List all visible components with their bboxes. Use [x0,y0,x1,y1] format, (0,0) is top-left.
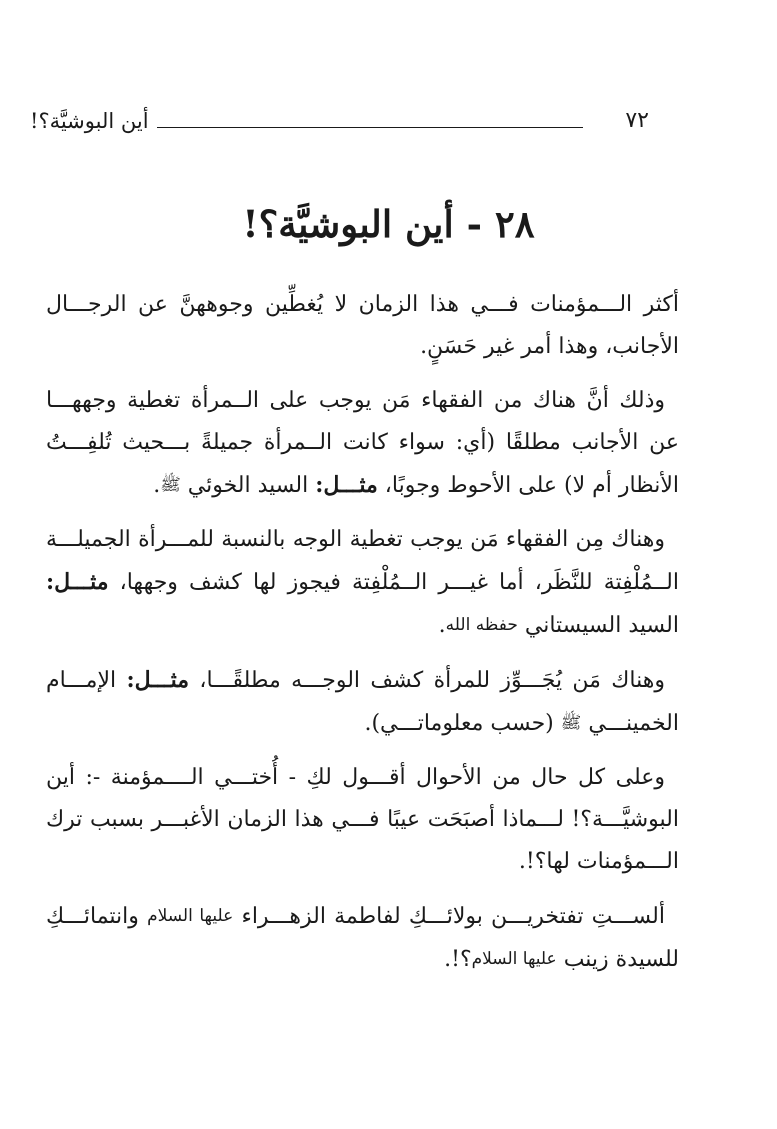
paragraph-3-example-label: مثـــل: [46,569,109,595]
paragraph-4 [46,659,679,745]
header-rule [157,127,584,128]
honorific-icon: عليها السلام [471,949,557,969]
paragraph-3 [46,519,679,647]
paragraph-4-scholar: الإمـــام الخمينـــي [46,668,679,736]
paragraph-6-text: ألســـتِ تفتخريـــن بولائـــكِ لفاطمة الزهـــراء [241,904,665,929]
paragraph-6-mid: وانتمائـــكِ للسيدة زينب [46,904,679,972]
paragraph-1 [46,284,679,368]
paragraph-5 [46,757,679,883]
running-title: أين البوشيَّة؟! [30,109,149,133]
paragraph-6 [46,895,679,981]
paragraph-2-text: وذلك أنَّ هناك من الفقهاء مَن يوجب على الــمرأة تغطية وجههـــا عن الأجانب مطلقًا (أي: سواء كانت الــمرأة جميلةً بـــحيث تُلفِـــتُ الأنظار أم لا) على الأحوط وجوبًا، [46,388,679,498]
paragraph-2-end: . [153,473,161,498]
honorific-icon: حفظه الله [445,615,518,635]
paragraph-4-end: (حسب معلوماتـــي). [364,711,554,736]
paragraph-4-example-label: مثـــل: [126,667,190,693]
paragraph-4-text: وهناك مَن يُجَـــوِّز للمرأة كشف الوجـــه مطلقًـــا، [199,668,665,693]
honorific-icon: ﷺ [160,475,181,495]
paragraph-1-text: أكثر الـــمؤمنات فـــي هذا الزمان لا يُغطِّين وجوههنَّ عن الرجـــال الأجانب، وهذا أمر غير حَسَنٍ. [46,292,679,359]
page-number: ٧٢ [625,108,649,133]
running-header [30,104,649,134]
honorific-icon: ﷺ [560,713,582,733]
paragraph-2-example-label: مثـــل: [315,472,378,498]
paragraph-3-text: وهناك مِن الفقهاء مَن يوجب تغطية الوجه بالنسبة للمـــرأة الجميلـــة الــمُلْفِتة للنَّظَر، أما غيـــر الــمُلْفِتة فيجوز لها كشف وجهها، [46,527,679,595]
paragraph-6-end: ؟!. [444,947,472,972]
body-text [46,284,679,993]
paragraph-3-end: . [438,613,446,638]
chapter-heading: ٢٨ - أين البوشيَّة؟! [242,202,535,246]
paragraph-3-scholar: السيد السيستاني [524,613,679,638]
paragraph-2 [46,380,679,507]
paragraph-2-scholar: السيد الخوئي [187,473,309,498]
honorific-icon: عليها السلام [147,906,234,926]
paragraph-5-text: وعلى كل حال من الأحوال أقـــول لكِ - أُختـــي الــــمؤمنة -: أين البوشيَّـــة؟! لـــماذا أصبَحَت عيبًا فـــي هذا الزمان الأغبـــر بسبب ترك الـــمؤمنات لها؟!. [46,765,679,874]
